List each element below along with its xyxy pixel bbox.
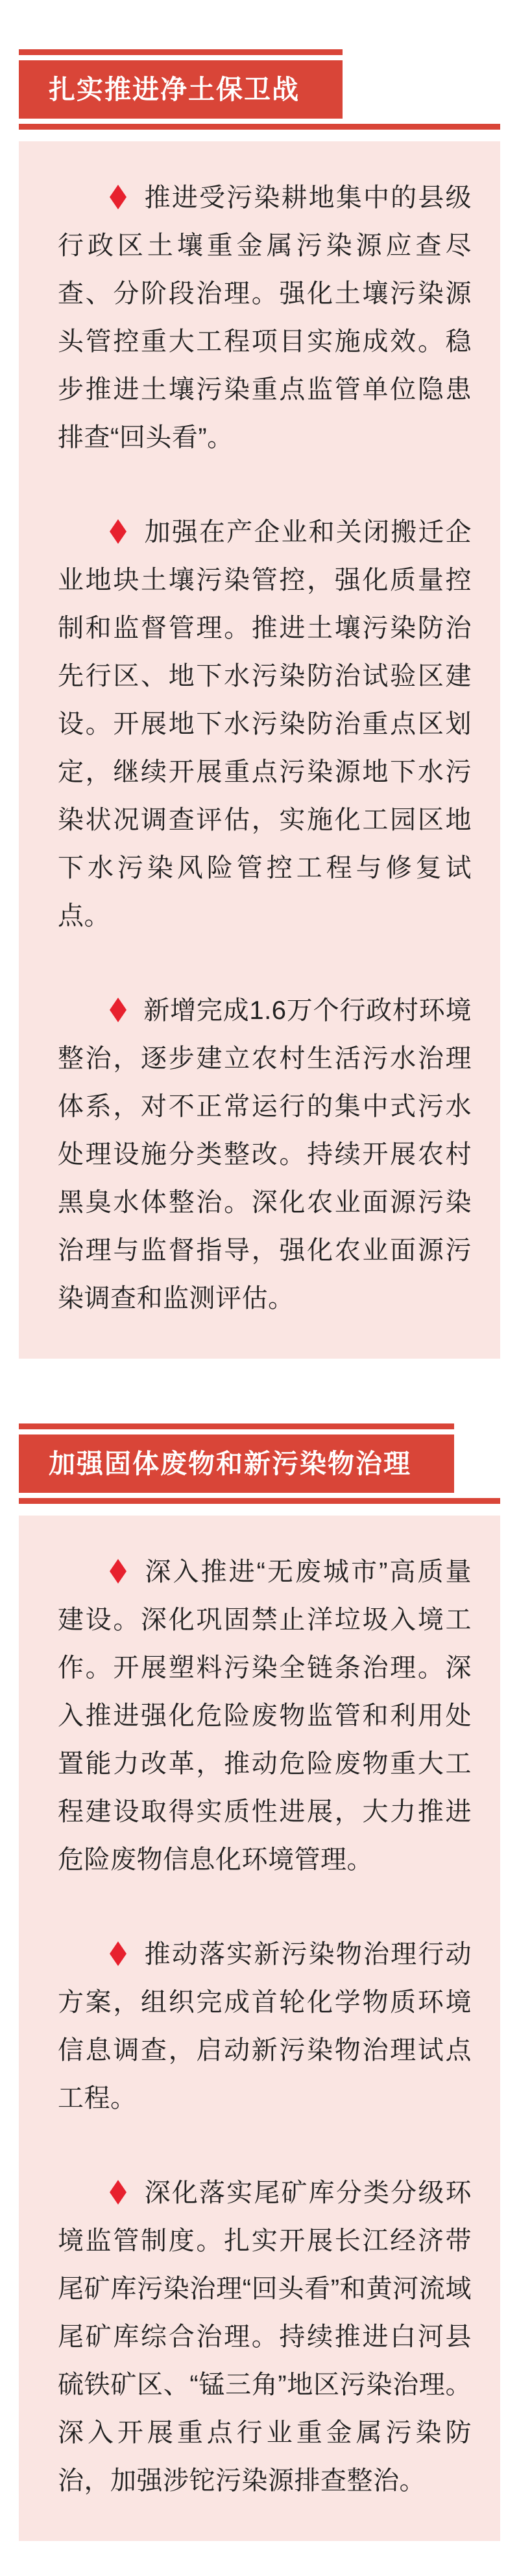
paragraph — [58, 1548, 472, 1884]
paragraph — [58, 174, 472, 462]
banner-top-line — [19, 1423, 454, 1429]
paragraph-text: 推动落实新污染物治理行动方案，组织完成首轮化学物质环境信息调查，启动新污染物治理试点工程。 — [58, 1940, 472, 2113]
banner-box — [19, 60, 343, 119]
banner-box — [19, 1434, 454, 1493]
diamond-bullet-icon — [110, 2180, 127, 2205]
section-title: 加强固体废物和新污染物治理 — [49, 1449, 411, 1479]
paragraph — [58, 508, 472, 940]
diamond-bullet-icon — [110, 185, 127, 209]
section-banner-head — [19, 1423, 454, 1493]
section-banner-head — [19, 49, 343, 119]
paragraph — [58, 987, 472, 1322]
diamond-bullet-icon — [110, 1559, 127, 1584]
banner-top-line — [19, 49, 343, 55]
paragraph-text: 深化落实尾矿库分类分级环境监管制度。扎实开展长江经济带尾矿库污染治理“回头看”和黄河流域尾矿库综合治理。持续推进白河县硫铁矿区、“锰三角”地区污染治理。深入开展重点行业重金属污染防治，加强涉铊污染源排查整治。 — [58, 2179, 472, 2495]
banner-under-line — [19, 124, 500, 130]
paragraph-text: 新增完成1.6万个行政村环境整治，逐步建立农村生活污水治理体系，对不正常运行的集中式污水处理设施分类整改。持续开展农村黑臭水体整治。深化农业面源污染治理与监督指导，强化农业面源污染调查和监测评估。 — [58, 996, 472, 1313]
paragraph-text: 推进受污染耕地集中的县级行政区土壤重金属污染源应查尽查、分阶段治理。强化土壤污染源头管控重大工程项目实施成效。稳步推进土壤污染重点监管单位隐患排查“回头看”。 — [58, 183, 472, 452]
diamond-bullet-icon — [110, 1941, 127, 1966]
section-card — [19, 1516, 500, 2541]
section-solid-waste — [19, 1423, 500, 2541]
section-card — [19, 141, 500, 1359]
paragraph-text: 深入推进“无废城市”高质量建设。深化巩固禁止洋垃圾入境工作。开展塑料污染全链条治理。深入推进强化危险废物监管和利用处置能力改革，推动危险废物重大工程建设取得实质性进展，大力推进危险废物信息化环境管理。 — [58, 1558, 472, 1874]
diamond-bullet-icon — [110, 519, 127, 544]
section-title: 扎实推进净土保卫战 — [49, 75, 300, 104]
banner-under-line — [19, 1498, 500, 1504]
paragraph — [58, 1930, 472, 2122]
diamond-bullet-icon — [110, 998, 127, 1022]
paragraph — [58, 2169, 472, 2505]
paragraph-text: 加强在产企业和关闭搬迁企业地块土壤污染管控，强化质量控制和监督管理。推进土壤污染防治先行区、地下水污染防治试验区建设。开展地下水污染防治重点区划定，继续开展重点污染源地下水污染状况调查评估，实施化工园区地下水污染风险管控工程与修复试点。 — [58, 518, 472, 930]
section-soil-protection — [19, 49, 500, 1359]
